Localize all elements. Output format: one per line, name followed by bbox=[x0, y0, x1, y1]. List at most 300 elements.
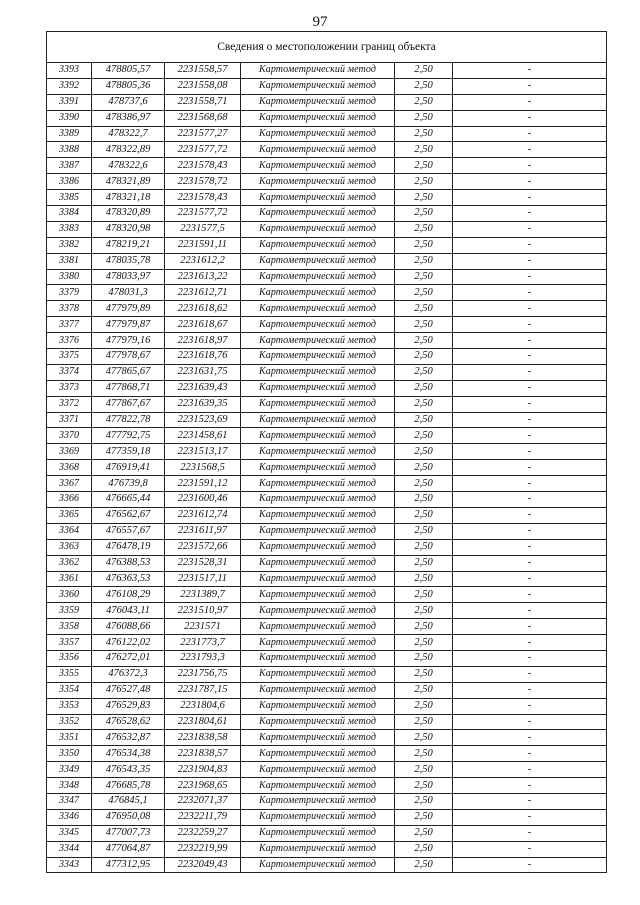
table-row bbox=[47, 94, 607, 110]
x-coordinate-cell: 476534,38 bbox=[92, 746, 165, 762]
table-row bbox=[47, 523, 607, 539]
y-coordinate-cell: 2231572,66 bbox=[165, 539, 241, 555]
precision-cell: 2,50 bbox=[395, 206, 453, 222]
table-row bbox=[47, 380, 607, 396]
point-number-cell: 3385 bbox=[47, 190, 92, 206]
point-number-cell: 3358 bbox=[47, 619, 92, 635]
y-coordinate-cell: 2231578,43 bbox=[165, 190, 241, 206]
table-row bbox=[47, 476, 607, 492]
table-row bbox=[47, 778, 607, 794]
table-row bbox=[47, 237, 607, 253]
y-coordinate-cell: 2231618,76 bbox=[165, 349, 241, 365]
y-coordinate-cell: 2231558,08 bbox=[165, 78, 241, 94]
y-coordinate-cell: 2231600,46 bbox=[165, 492, 241, 508]
description-cell: - bbox=[453, 809, 607, 825]
point-number-cell: 3348 bbox=[47, 778, 92, 794]
y-coordinate-cell: 2232071,37 bbox=[165, 793, 241, 809]
precision-cell: 2,50 bbox=[395, 539, 453, 555]
description-cell: - bbox=[453, 428, 607, 444]
precision-cell: 2,50 bbox=[395, 110, 453, 126]
point-number-cell: 3368 bbox=[47, 460, 92, 476]
y-coordinate-cell: 2231458,61 bbox=[165, 428, 241, 444]
x-coordinate-cell: 477979,89 bbox=[92, 301, 165, 317]
description-cell: - bbox=[453, 746, 607, 762]
table-row bbox=[47, 428, 607, 444]
precision-cell: 2,50 bbox=[395, 809, 453, 825]
description-cell: - bbox=[453, 762, 607, 778]
precision-cell: 2,50 bbox=[395, 825, 453, 841]
point-number-cell: 3381 bbox=[47, 253, 92, 269]
method-cell: Картометрический метод bbox=[241, 428, 395, 444]
method-cell: Картометрический метод bbox=[241, 492, 395, 508]
y-coordinate-cell: 2231578,43 bbox=[165, 158, 241, 174]
method-cell: Картометрический метод bbox=[241, 237, 395, 253]
point-number-cell: 3379 bbox=[47, 285, 92, 301]
y-coordinate-cell: 2231756,75 bbox=[165, 666, 241, 682]
precision-cell: 2,50 bbox=[395, 253, 453, 269]
precision-cell: 2,50 bbox=[395, 364, 453, 380]
y-coordinate-cell: 2231618,67 bbox=[165, 317, 241, 333]
page-number: 97 bbox=[312, 14, 328, 30]
table-row bbox=[47, 444, 607, 460]
y-coordinate-cell: 2231787,15 bbox=[165, 682, 241, 698]
description-cell: - bbox=[453, 650, 607, 666]
y-coordinate-cell: 2231568,68 bbox=[165, 110, 241, 126]
x-coordinate-cell: 476272,01 bbox=[92, 650, 165, 666]
precision-cell: 2,50 bbox=[395, 126, 453, 142]
point-number-cell: 3382 bbox=[47, 237, 92, 253]
method-cell: Картометрический метод bbox=[241, 714, 395, 730]
description-cell: - bbox=[453, 174, 607, 190]
y-coordinate-cell: 2231517,11 bbox=[165, 571, 241, 587]
table-row bbox=[47, 492, 607, 508]
precision-cell: 2,50 bbox=[395, 460, 453, 476]
precision-cell: 2,50 bbox=[395, 269, 453, 285]
method-cell: Картометрический метод bbox=[241, 333, 395, 349]
description-cell: - bbox=[453, 285, 607, 301]
point-number-cell: 3357 bbox=[47, 635, 92, 651]
point-number-cell: 3388 bbox=[47, 142, 92, 158]
description-cell: - bbox=[453, 206, 607, 222]
table-row bbox=[47, 587, 607, 603]
table-row bbox=[47, 460, 607, 476]
point-number-cell: 3356 bbox=[47, 650, 92, 666]
table-row bbox=[47, 793, 607, 809]
precision-cell: 2,50 bbox=[395, 63, 453, 79]
y-coordinate-cell: 2231631,75 bbox=[165, 364, 241, 380]
y-coordinate-cell: 2231904,83 bbox=[165, 762, 241, 778]
y-coordinate-cell: 2231612,74 bbox=[165, 507, 241, 523]
description-cell: - bbox=[453, 587, 607, 603]
y-coordinate-cell: 2231838,58 bbox=[165, 730, 241, 746]
x-coordinate-cell: 476557,67 bbox=[92, 523, 165, 539]
x-coordinate-cell: 476739,8 bbox=[92, 476, 165, 492]
point-number-cell: 3362 bbox=[47, 555, 92, 571]
table-row bbox=[47, 253, 607, 269]
method-cell: Картометрический метод bbox=[241, 635, 395, 651]
x-coordinate-cell: 478322,7 bbox=[92, 126, 165, 142]
x-coordinate-cell: 478035,78 bbox=[92, 253, 165, 269]
description-cell: - bbox=[453, 221, 607, 237]
description-cell: - bbox=[453, 94, 607, 110]
precision-cell: 2,50 bbox=[395, 714, 453, 730]
table-row bbox=[47, 63, 607, 79]
description-cell: - bbox=[453, 63, 607, 79]
point-number-cell: 3383 bbox=[47, 221, 92, 237]
method-cell: Картометрический метод bbox=[241, 857, 395, 873]
table-row bbox=[47, 714, 607, 730]
y-coordinate-cell: 2231591,11 bbox=[165, 237, 241, 253]
table-row bbox=[47, 650, 607, 666]
method-cell: Картометрический метод bbox=[241, 650, 395, 666]
x-coordinate-cell: 476845,1 bbox=[92, 793, 165, 809]
precision-cell: 2,50 bbox=[395, 444, 453, 460]
y-coordinate-cell: 2231558,57 bbox=[165, 63, 241, 79]
point-number-cell: 3347 bbox=[47, 793, 92, 809]
y-coordinate-cell: 2231571 bbox=[165, 619, 241, 635]
description-cell: - bbox=[453, 635, 607, 651]
table-row bbox=[47, 221, 607, 237]
table-row bbox=[47, 809, 607, 825]
description-cell: - bbox=[453, 571, 607, 587]
x-coordinate-cell: 477359,18 bbox=[92, 444, 165, 460]
precision-cell: 2,50 bbox=[395, 237, 453, 253]
precision-cell: 2,50 bbox=[395, 793, 453, 809]
point-number-cell: 3386 bbox=[47, 174, 92, 190]
description-cell: - bbox=[453, 317, 607, 333]
method-cell: Картометрический метод bbox=[241, 396, 395, 412]
point-number-cell: 3380 bbox=[47, 269, 92, 285]
precision-cell: 2,50 bbox=[395, 698, 453, 714]
point-number-cell: 3393 bbox=[47, 63, 92, 79]
description-cell: - bbox=[453, 412, 607, 428]
point-number-cell: 3344 bbox=[47, 841, 92, 857]
method-cell: Картометрический метод bbox=[241, 825, 395, 841]
x-coordinate-cell: 476919,41 bbox=[92, 460, 165, 476]
table-row bbox=[47, 78, 607, 94]
description-cell: - bbox=[453, 825, 607, 841]
method-cell: Картометрический метод bbox=[241, 317, 395, 333]
y-coordinate-cell: 2231528,31 bbox=[165, 555, 241, 571]
y-coordinate-cell: 2231611,97 bbox=[165, 523, 241, 539]
precision-cell: 2,50 bbox=[395, 571, 453, 587]
point-number-cell: 3363 bbox=[47, 539, 92, 555]
description-cell: - bbox=[453, 380, 607, 396]
precision-cell: 2,50 bbox=[395, 142, 453, 158]
x-coordinate-cell: 477979,87 bbox=[92, 317, 165, 333]
x-coordinate-cell: 476685,78 bbox=[92, 778, 165, 794]
x-coordinate-cell: 478320,98 bbox=[92, 221, 165, 237]
method-cell: Картометрический метод bbox=[241, 778, 395, 794]
table-row bbox=[47, 206, 607, 222]
method-cell: Картометрический метод bbox=[241, 380, 395, 396]
precision-cell: 2,50 bbox=[395, 507, 453, 523]
point-number-cell: 3377 bbox=[47, 317, 92, 333]
precision-cell: 2,50 bbox=[395, 476, 453, 492]
method-cell: Картометрический метод bbox=[241, 364, 395, 380]
x-coordinate-cell: 478033,97 bbox=[92, 269, 165, 285]
x-coordinate-cell: 478322,6 bbox=[92, 158, 165, 174]
precision-cell: 2,50 bbox=[395, 94, 453, 110]
method-cell: Картометрический метод bbox=[241, 555, 395, 571]
table-row bbox=[47, 682, 607, 698]
table-row bbox=[47, 635, 607, 651]
precision-cell: 2,50 bbox=[395, 380, 453, 396]
description-cell: - bbox=[453, 682, 607, 698]
description-cell: - bbox=[453, 793, 607, 809]
description-cell: - bbox=[453, 190, 607, 206]
description-cell: - bbox=[453, 555, 607, 571]
description-cell: - bbox=[453, 778, 607, 794]
description-cell: - bbox=[453, 396, 607, 412]
x-coordinate-cell: 476088,66 bbox=[92, 619, 165, 635]
y-coordinate-cell: 2231804,61 bbox=[165, 714, 241, 730]
precision-cell: 2,50 bbox=[395, 603, 453, 619]
method-cell: Картометрический метод bbox=[241, 793, 395, 809]
description-cell: - bbox=[453, 492, 607, 508]
table-row bbox=[47, 666, 607, 682]
point-number-cell: 3375 bbox=[47, 349, 92, 365]
y-coordinate-cell: 2231968,65 bbox=[165, 778, 241, 794]
y-coordinate-cell: 2231793,3 bbox=[165, 650, 241, 666]
table-row bbox=[47, 412, 607, 428]
precision-cell: 2,50 bbox=[395, 301, 453, 317]
y-coordinate-cell: 2232219,99 bbox=[165, 841, 241, 857]
point-number-cell: 3351 bbox=[47, 730, 92, 746]
method-cell: Картометрический метод bbox=[241, 571, 395, 587]
point-number-cell: 3359 bbox=[47, 603, 92, 619]
method-cell: Картометрический метод bbox=[241, 269, 395, 285]
method-cell: Картометрический метод bbox=[241, 126, 395, 142]
table-row bbox=[47, 746, 607, 762]
description-cell: - bbox=[453, 523, 607, 539]
method-cell: Картометрический метод bbox=[241, 206, 395, 222]
y-coordinate-cell: 2231591,12 bbox=[165, 476, 241, 492]
point-number-cell: 3373 bbox=[47, 380, 92, 396]
y-coordinate-cell: 2231773,7 bbox=[165, 635, 241, 651]
x-coordinate-cell: 476478,19 bbox=[92, 539, 165, 555]
x-coordinate-cell: 478031,3 bbox=[92, 285, 165, 301]
description-cell: - bbox=[453, 253, 607, 269]
point-number-cell: 3371 bbox=[47, 412, 92, 428]
table-row bbox=[47, 174, 607, 190]
method-cell: Картометрический метод bbox=[241, 460, 395, 476]
method-cell: Картометрический метод bbox=[241, 762, 395, 778]
table-row bbox=[47, 698, 607, 714]
y-coordinate-cell: 2231612,2 bbox=[165, 253, 241, 269]
method-cell: Картометрический метод bbox=[241, 285, 395, 301]
precision-cell: 2,50 bbox=[395, 412, 453, 428]
method-cell: Картометрический метод bbox=[241, 619, 395, 635]
table-row bbox=[47, 110, 607, 126]
description-cell: - bbox=[453, 126, 607, 142]
x-coordinate-cell: 477868,71 bbox=[92, 380, 165, 396]
table-row bbox=[47, 603, 607, 619]
table-row bbox=[47, 539, 607, 555]
table-row bbox=[47, 571, 607, 587]
description-cell: - bbox=[453, 444, 607, 460]
precision-cell: 2,50 bbox=[395, 587, 453, 603]
x-coordinate-cell: 478805,57 bbox=[92, 63, 165, 79]
y-coordinate-cell: 2231639,43 bbox=[165, 380, 241, 396]
x-coordinate-cell: 478321,89 bbox=[92, 174, 165, 190]
point-number-cell: 3369 bbox=[47, 444, 92, 460]
y-coordinate-cell: 2231577,72 bbox=[165, 142, 241, 158]
boundary-coordinates-table bbox=[46, 31, 607, 873]
precision-cell: 2,50 bbox=[395, 635, 453, 651]
x-coordinate-cell: 476388,53 bbox=[92, 555, 165, 571]
y-coordinate-cell: 2231613,22 bbox=[165, 269, 241, 285]
point-number-cell: 3384 bbox=[47, 206, 92, 222]
precision-cell: 2,50 bbox=[395, 778, 453, 794]
method-cell: Картометрический метод bbox=[241, 349, 395, 365]
x-coordinate-cell: 477822,78 bbox=[92, 412, 165, 428]
point-number-cell: 3353 bbox=[47, 698, 92, 714]
table-row bbox=[47, 269, 607, 285]
point-number-cell: 3378 bbox=[47, 301, 92, 317]
description-cell: - bbox=[453, 269, 607, 285]
table-row bbox=[47, 507, 607, 523]
precision-cell: 2,50 bbox=[395, 396, 453, 412]
x-coordinate-cell: 476108,29 bbox=[92, 587, 165, 603]
x-coordinate-cell: 477867,67 bbox=[92, 396, 165, 412]
precision-cell: 2,50 bbox=[395, 78, 453, 94]
method-cell: Картометрический метод bbox=[241, 841, 395, 857]
y-coordinate-cell: 2231612,71 bbox=[165, 285, 241, 301]
description-cell: - bbox=[453, 460, 607, 476]
description-cell: - bbox=[453, 539, 607, 555]
point-number-cell: 3360 bbox=[47, 587, 92, 603]
description-cell: - bbox=[453, 158, 607, 174]
method-cell: Картометрический метод bbox=[241, 746, 395, 762]
description-cell: - bbox=[453, 364, 607, 380]
precision-cell: 2,50 bbox=[395, 730, 453, 746]
precision-cell: 2,50 bbox=[395, 333, 453, 349]
description-cell: - bbox=[453, 301, 607, 317]
description-cell: - bbox=[453, 730, 607, 746]
point-number-cell: 3390 bbox=[47, 110, 92, 126]
method-cell: Картометрический метод bbox=[241, 682, 395, 698]
point-number-cell: 3352 bbox=[47, 714, 92, 730]
x-coordinate-cell: 476665,44 bbox=[92, 492, 165, 508]
method-cell: Картометрический метод bbox=[241, 444, 395, 460]
precision-cell: 2,50 bbox=[395, 841, 453, 857]
description-cell: - bbox=[453, 237, 607, 253]
method-cell: Картометрический метод bbox=[241, 809, 395, 825]
precision-cell: 2,50 bbox=[395, 317, 453, 333]
table-row bbox=[47, 762, 607, 778]
description-cell: - bbox=[453, 698, 607, 714]
table-row bbox=[47, 158, 607, 174]
precision-cell: 2,50 bbox=[395, 857, 453, 873]
y-coordinate-cell: 2231568,5 bbox=[165, 460, 241, 476]
method-cell: Картометрический метод bbox=[241, 523, 395, 539]
x-coordinate-cell: 476043,11 bbox=[92, 603, 165, 619]
point-number-cell: 3387 bbox=[47, 158, 92, 174]
x-coordinate-cell: 476527,48 bbox=[92, 682, 165, 698]
precision-cell: 2,50 bbox=[395, 190, 453, 206]
point-number-cell: 3392 bbox=[47, 78, 92, 94]
x-coordinate-cell: 476950,08 bbox=[92, 809, 165, 825]
precision-cell: 2,50 bbox=[395, 666, 453, 682]
description-cell: - bbox=[453, 603, 607, 619]
description-cell: - bbox=[453, 507, 607, 523]
x-coordinate-cell: 476529,83 bbox=[92, 698, 165, 714]
table-row bbox=[47, 396, 607, 412]
y-coordinate-cell: 2232211,79 bbox=[165, 809, 241, 825]
description-cell: - bbox=[453, 714, 607, 730]
x-coordinate-cell: 477978,67 bbox=[92, 349, 165, 365]
y-coordinate-cell: 2231577,5 bbox=[165, 221, 241, 237]
y-coordinate-cell: 2231618,97 bbox=[165, 333, 241, 349]
point-number-cell: 3372 bbox=[47, 396, 92, 412]
description-cell: - bbox=[453, 110, 607, 126]
method-cell: Картометрический метод bbox=[241, 507, 395, 523]
y-coordinate-cell: 2231578,72 bbox=[165, 174, 241, 190]
x-coordinate-cell: 476528,62 bbox=[92, 714, 165, 730]
table-row bbox=[47, 730, 607, 746]
point-number-cell: 3350 bbox=[47, 746, 92, 762]
y-coordinate-cell: 2231523,69 bbox=[165, 412, 241, 428]
x-coordinate-cell: 476122,02 bbox=[92, 635, 165, 651]
point-number-cell: 3367 bbox=[47, 476, 92, 492]
table-title: Сведения о местоположении границ объекта bbox=[47, 32, 607, 63]
table-row bbox=[47, 619, 607, 635]
method-cell: Картометрический метод bbox=[241, 190, 395, 206]
x-coordinate-cell: 476363,53 bbox=[92, 571, 165, 587]
point-number-cell: 3364 bbox=[47, 523, 92, 539]
method-cell: Картометрический метод bbox=[241, 666, 395, 682]
precision-cell: 2,50 bbox=[395, 349, 453, 365]
method-cell: Картометрический метод bbox=[241, 603, 395, 619]
y-coordinate-cell: 2231577,72 bbox=[165, 206, 241, 222]
table-row bbox=[47, 142, 607, 158]
x-coordinate-cell: 478386,97 bbox=[92, 110, 165, 126]
x-coordinate-cell: 478219,21 bbox=[92, 237, 165, 253]
precision-cell: 2,50 bbox=[395, 174, 453, 190]
table-row bbox=[47, 301, 607, 317]
point-number-cell: 3361 bbox=[47, 571, 92, 587]
method-cell: Картометрический метод bbox=[241, 94, 395, 110]
table-row bbox=[47, 857, 607, 873]
precision-cell: 2,50 bbox=[395, 221, 453, 237]
method-cell: Картометрический метод bbox=[241, 587, 395, 603]
method-cell: Картометрический метод bbox=[241, 253, 395, 269]
point-number-cell: 3343 bbox=[47, 857, 92, 873]
point-number-cell: 3354 bbox=[47, 682, 92, 698]
description-cell: - bbox=[453, 666, 607, 682]
method-cell: Картометрический метод bbox=[241, 730, 395, 746]
x-coordinate-cell: 477007,73 bbox=[92, 825, 165, 841]
method-cell: Картометрический метод bbox=[241, 78, 395, 94]
y-coordinate-cell: 2231513,17 bbox=[165, 444, 241, 460]
method-cell: Картометрический метод bbox=[241, 412, 395, 428]
table-row bbox=[47, 841, 607, 857]
point-number-cell: 3370 bbox=[47, 428, 92, 444]
precision-cell: 2,50 bbox=[395, 555, 453, 571]
table-title-row bbox=[47, 32, 607, 63]
method-cell: Картометрический метод bbox=[241, 539, 395, 555]
y-coordinate-cell: 2232049,43 bbox=[165, 857, 241, 873]
description-cell: - bbox=[453, 78, 607, 94]
method-cell: Картометрический метод bbox=[241, 142, 395, 158]
precision-cell: 2,50 bbox=[395, 619, 453, 635]
point-number-cell: 3365 bbox=[47, 507, 92, 523]
x-coordinate-cell: 476562,67 bbox=[92, 507, 165, 523]
x-coordinate-cell: 478321,18 bbox=[92, 190, 165, 206]
x-coordinate-cell: 476372,3 bbox=[92, 666, 165, 682]
table-row bbox=[47, 126, 607, 142]
